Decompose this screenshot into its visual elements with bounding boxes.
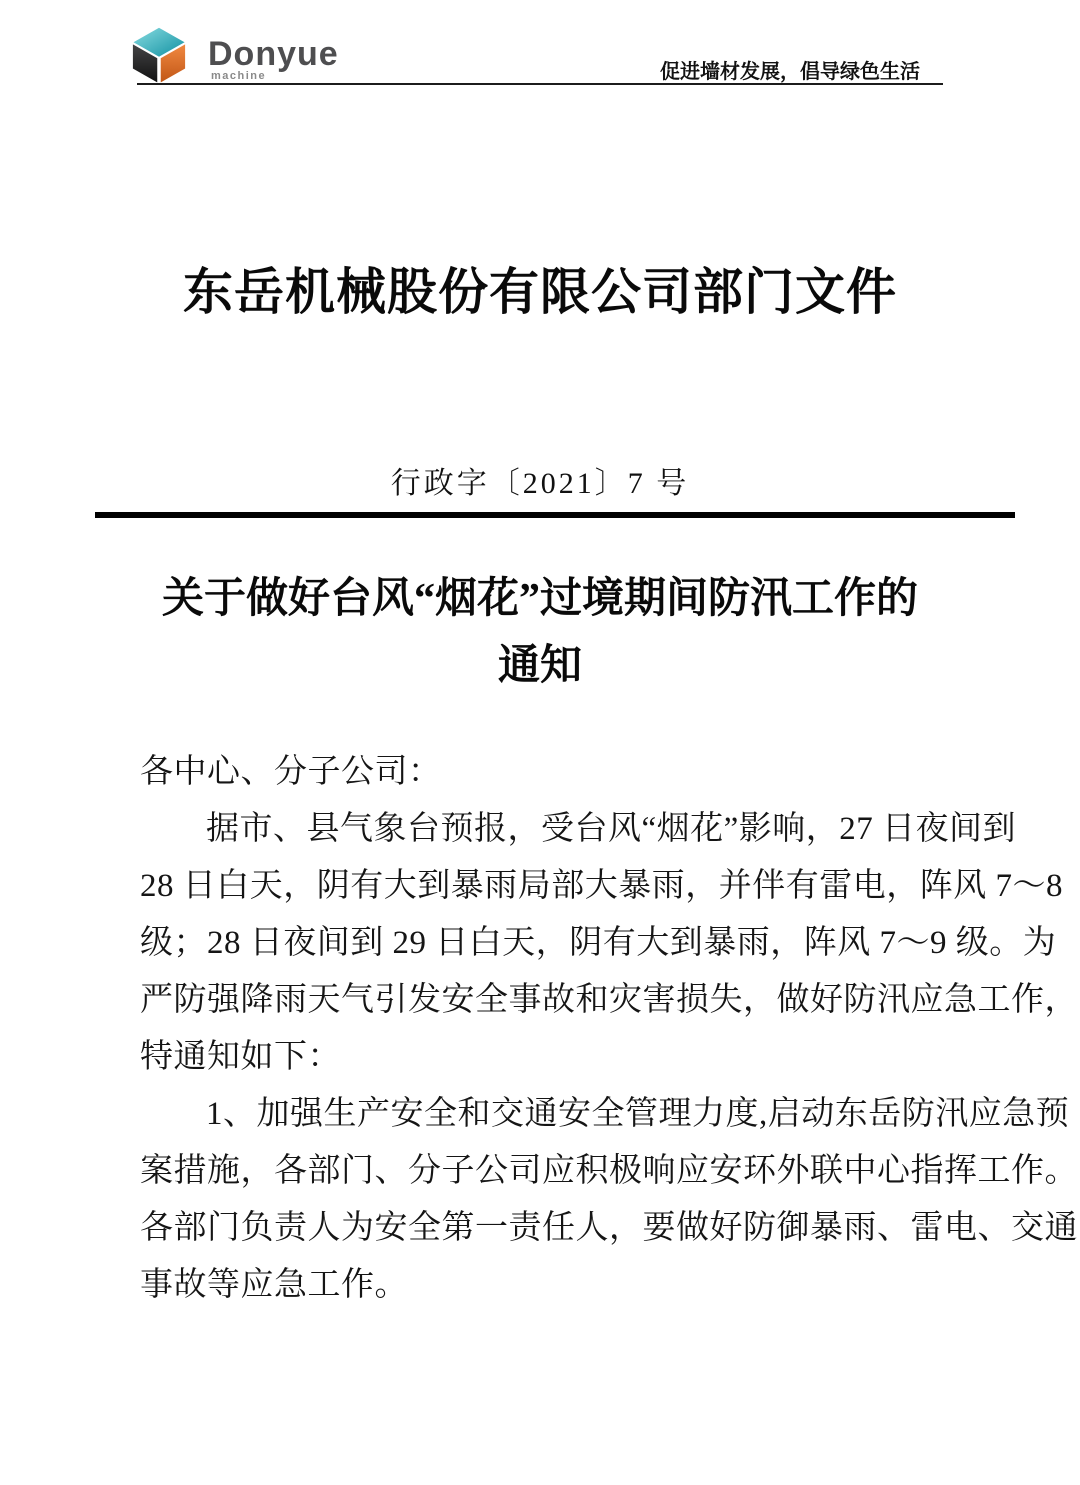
body-line: 各部门负责人为安全第一责任人，要做好防御暴雨、雷电、交通 [140, 1210, 1078, 1246]
salutation-line: 各中心、分子公司： [140, 754, 442, 790]
document-reference-number: 行政字〔2021〕7 号 [390, 467, 690, 500]
logo-subtitle: machine [211, 70, 267, 82]
organization-document-title: 东岳机械股份有限公司部门文件 [183, 264, 897, 320]
notice-title-line2: 通知 [497, 643, 582, 689]
notice-title-line1: 关于做好台风“烟花”过境期间防汛工作的 [161, 576, 918, 622]
body-line: 事故等应急工作。 [140, 1267, 408, 1303]
body-line: 1、加强生产安全和交通安全管理力度,启动东岳防汛应急预 [206, 1096, 1070, 1132]
logo-wordmark [208, 26, 339, 82]
body-line: 案措施，各部门、分子公司应积极响应安环外联中心指挥工作。 [140, 1153, 1078, 1189]
notice-body [140, 744, 1078, 1314]
header-slogan: 促进墙材发展，倡导绿色生活 [660, 61, 920, 83]
body-line: 级；28 日夜间到 29 日白天，阴有大到暴雨，阵风 7～9 级。为 [140, 925, 1057, 961]
title-divider [95, 512, 1015, 518]
header-divider [137, 83, 943, 85]
body-line: 特通知如下： [140, 1039, 341, 1075]
body-line: 28 日白天，阴有大到暴雨局部大暴雨，并伴有雷电，阵风 7～8 [140, 868, 1063, 904]
company-logo [130, 26, 339, 84]
logo-brand-name: Donyue [208, 35, 339, 73]
body-line: 严防强降雨天气引发安全事故和灾害损失，做好防汛应急工作， [140, 982, 1078, 1018]
body-line: 据市、县气象台预报，受台风“烟花”影响，27 日夜间到 [206, 811, 1017, 847]
cube-logo-icon [130, 26, 188, 84]
notice-title [0, 566, 1080, 700]
